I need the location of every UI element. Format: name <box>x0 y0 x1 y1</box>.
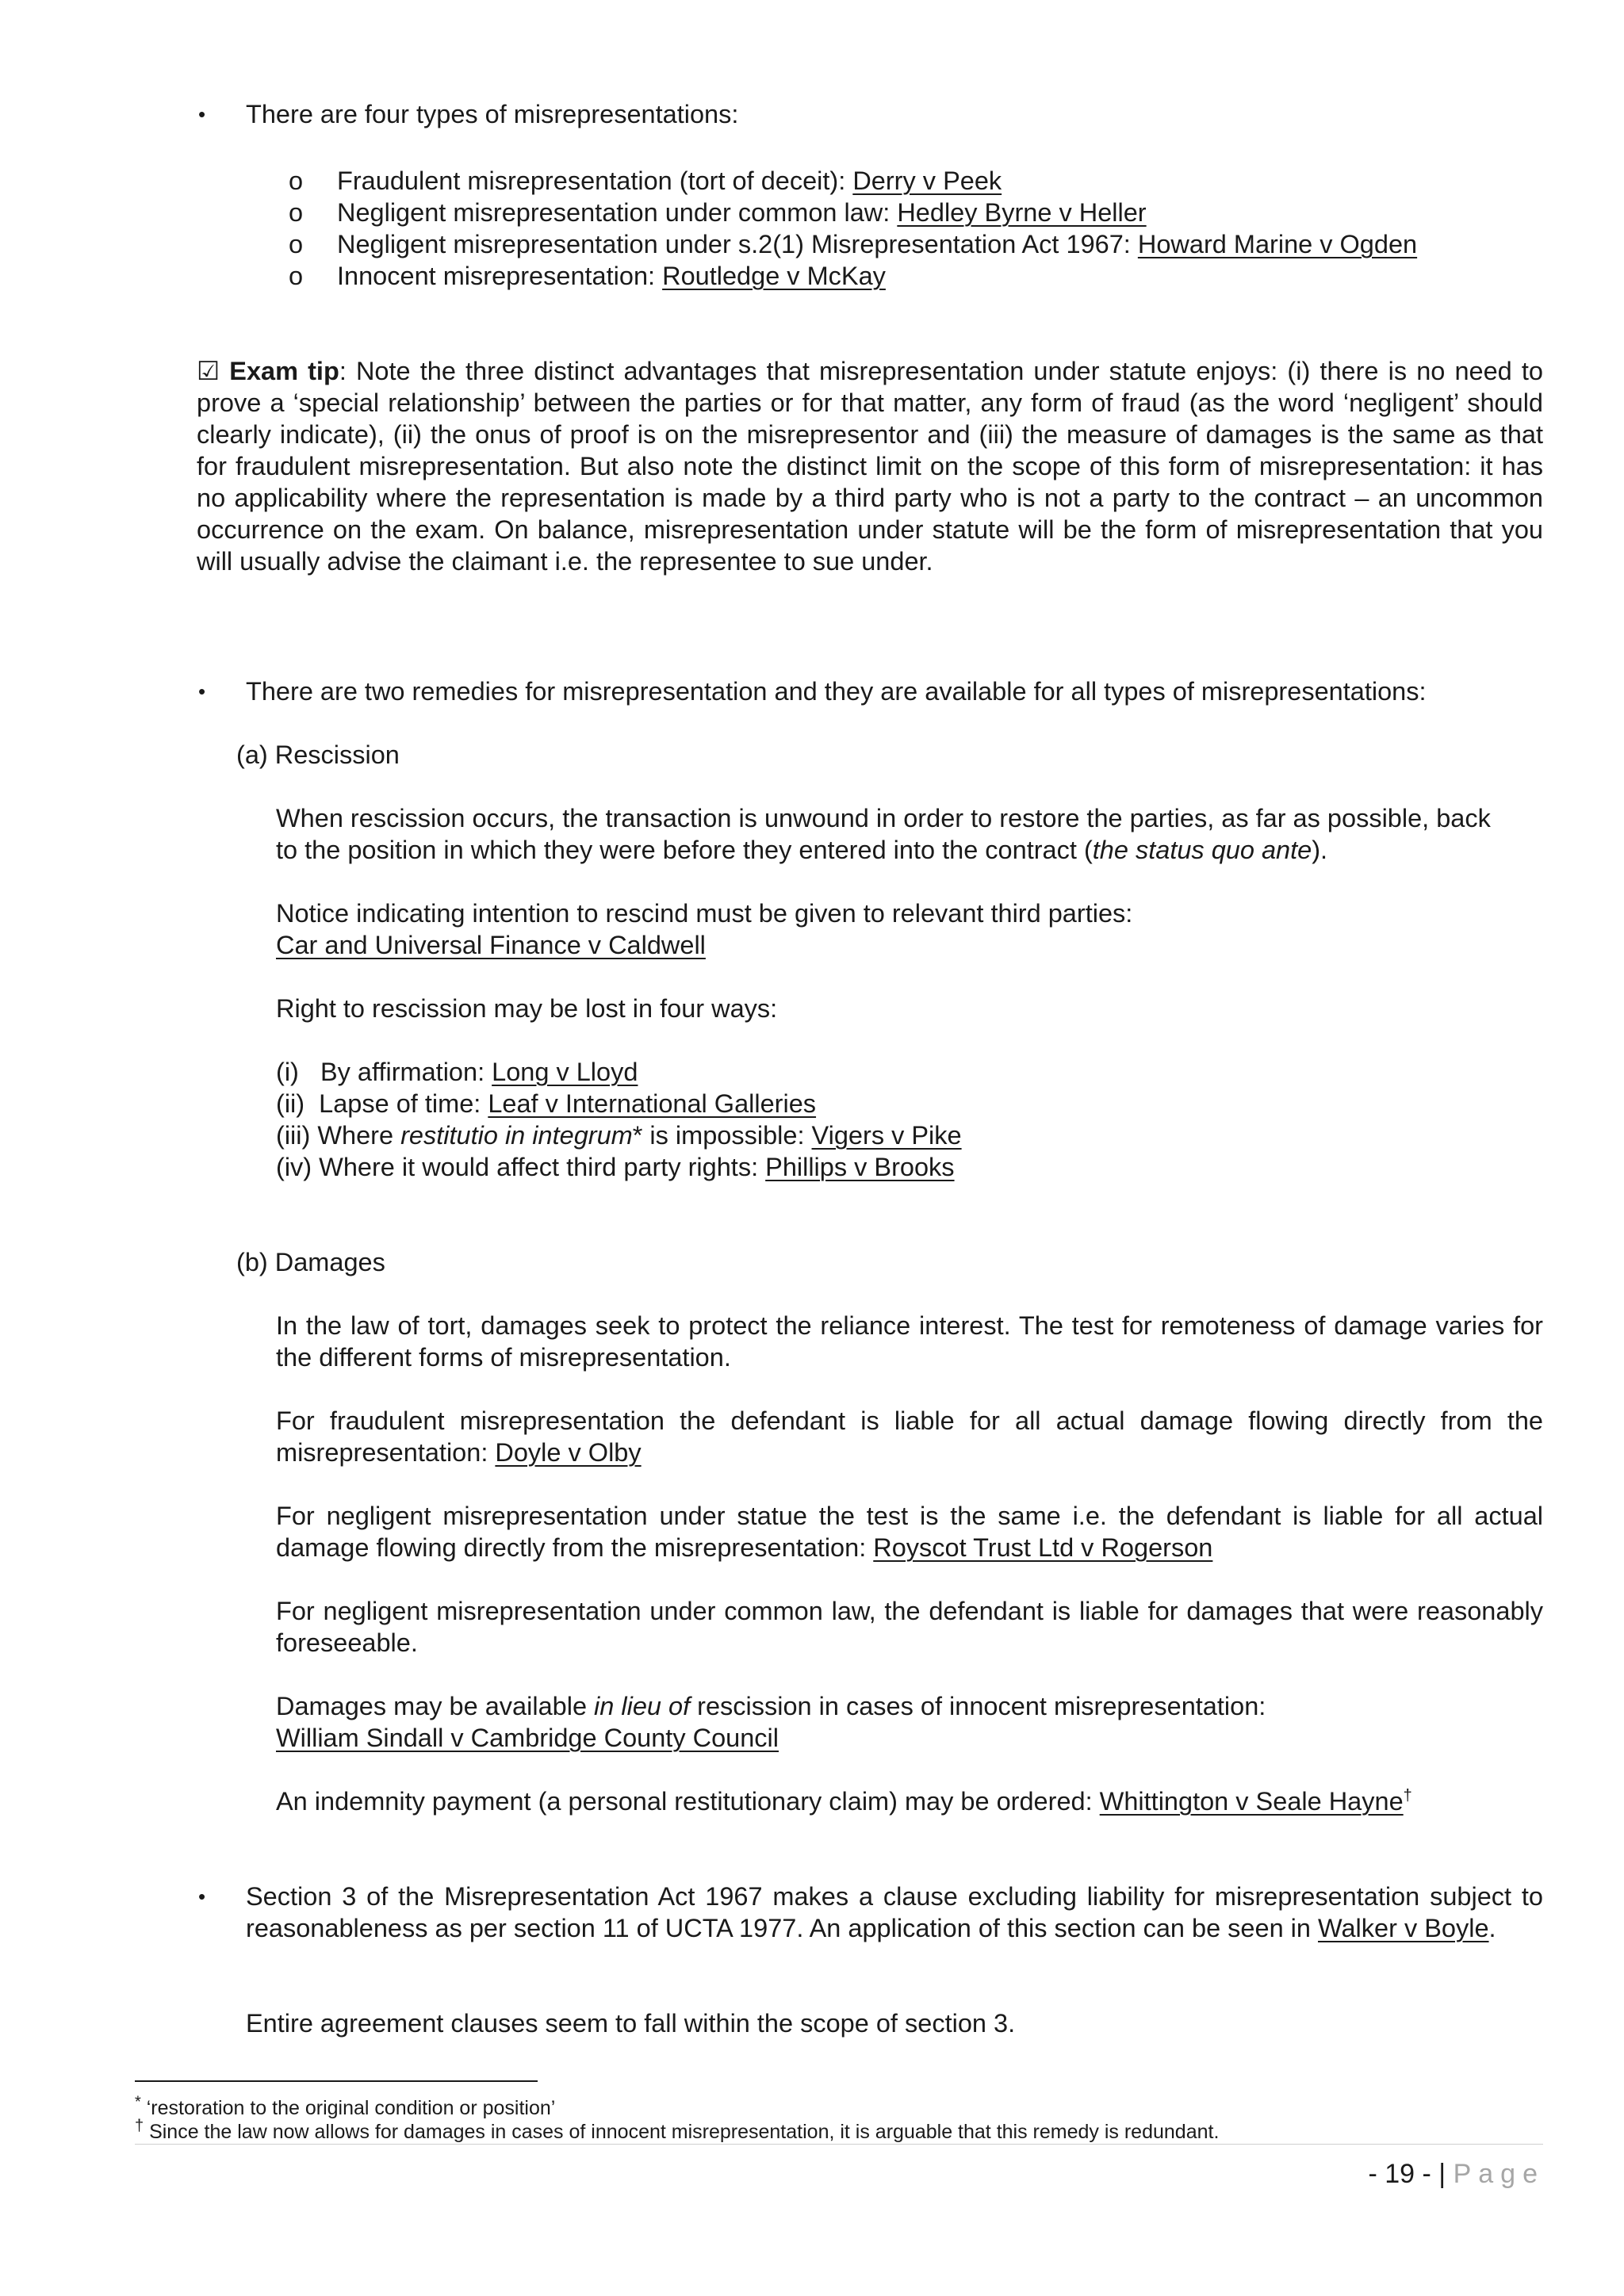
rescission-p3: Right to rescission may be lost in four ways: <box>276 994 778 1023</box>
section3-p2: Entire agreement clauses seem to fall within the scope of section 3. <box>246 2009 1016 2038</box>
footer-divider <box>135 2144 1543 2145</box>
section2-intro: There are two remedies for misrepresentation and they are available for all types of misrepresentations: <box>246 677 1427 706</box>
section3-p1: Section 3 of the Misrepresentation Act 1967 makes a clause excluding liability for misrepresentation subject to reasonableness as per section 11 of UCTA 1977. An application of this section can be seen in Walker v Boyle. <box>246 1882 1543 1942</box>
exam-tip: ☑ Exam tip: Note the three distinct advantages that misrepresentation under statute enjoys: (i) there is no need to prove a ‘special relationship’ between the parties or for that matter, any form of fraud (as the word ‘negligent’ should clearly indicate), (ii) the onus of proof is on the misrepresentor and (iii) the measure of damages is the same as that for fraudulent misrepresentation. But also note the distinct limit on the scope of this form of misrepresentation: it has no applicability where the representation is made by a third party who is not a party to the contract – an uncommon occurrence on the exam. On balance, misrepresentation under statute will be the form of misrepresentation that you will usually advise the claimant i.e. the representee to sue under. <box>197 357 1543 576</box>
case-link[interactable]: Doyle v Olby <box>495 1438 642 1467</box>
bullet: • <box>198 679 206 703</box>
case-link[interactable]: Derry v Peek <box>852 166 1002 195</box>
rescission-heading: (a) Rescission <box>236 740 400 769</box>
case-link[interactable]: Whittington v Seale Hayne <box>1099 1787 1404 1816</box>
case-link[interactable]: Walker v Boyle <box>1318 1914 1489 1942</box>
footnote-separator <box>135 2080 538 2082</box>
case-link[interactable]: Leaf v International Galleries <box>488 1089 817 1118</box>
damages-p6: An indemnity payment (a personal restitutionary claim) may be ordered: Whittington v Seale Hayne† <box>276 1787 1412 1816</box>
case-link[interactable]: Vigers v Pike <box>811 1121 962 1150</box>
case-link[interactable]: Royscot Trust Ltd v Rogerson <box>873 1533 1213 1562</box>
list-item: Innocent misrepresentation: Routledge v McKay <box>337 262 886 290</box>
damages-p5: Damages may be available in lieu of rescission in cases of innocent misrepresentation: <box>276 1692 1266 1720</box>
case-link[interactable]: Car and Universal Finance v Caldwell <box>276 931 706 959</box>
damages-p3: For negligent misrepresentation under statue the test is the same i.e. the defendant is liable for all actual damage flowing directly from the misrepresentation: Royscot Trust Ltd v Rogerson <box>276 1502 1543 1562</box>
bullet: • <box>198 102 206 126</box>
list-marker: o <box>289 198 304 227</box>
footnote-mark: † <box>1403 1787 1412 1805</box>
case-link[interactable]: Routledge v McKay <box>662 262 886 290</box>
footnote: † Since the law now allows for damages in cases of innocent misrepresentation, it is arguable that this remedy is redundant. <box>135 2117 1220 2143</box>
damages-p4: For negligent misrepresentation under common law, the defendant is liable for damages that were reasonably foreseeable. <box>276 1597 1543 1657</box>
bullet: • <box>198 1885 206 1908</box>
case-link[interactable]: William Sindall v Cambridge County Council <box>276 1724 779 1752</box>
list-item: (iv) Where it would affect third party rights: Phillips v Brooks <box>276 1153 955 1181</box>
case-link[interactable]: Howard Marine v Ogden <box>1137 230 1418 258</box>
rescission-p1: When rescission occurs, the transaction is unwound in order to restore the parties, as far as possible, back to the position in which they were before they entered into the contract (the status quo ante). <box>276 804 1491 864</box>
list-marker: o <box>289 262 304 290</box>
list-item: (i) By affirmation: Long v Lloyd <box>276 1058 638 1086</box>
page-number: - 19 - | <box>1368 2159 1454 2189</box>
list-marker: o <box>289 230 304 258</box>
case-link[interactable]: Long v Lloyd <box>492 1058 638 1086</box>
damages-p2: For fraudulent misrepresentation the defendant is liable for all actual damage flowing directly from the misrepresentation: Doyle v Olby <box>276 1406 1543 1467</box>
damages-p1: In the law of tort, damages seek to protect the reliance interest. The test for remoteness of damage varies for the different forms of misrepresentation. <box>276 1311 1543 1372</box>
section1-intro: There are four types of misrepresentations: <box>246 100 739 128</box>
checkbox-icon: ☑ <box>197 357 220 385</box>
list-marker: o <box>289 166 304 195</box>
rescission-p2: Notice indicating intention to rescind must be given to relevant third parties: <box>276 899 1133 928</box>
list-item: (iii) Where restitutio in integrum* is impossible: Vigers v Pike <box>276 1121 962 1150</box>
footnote: * ‘restoration to the original condition or position’ <box>135 2093 556 2119</box>
list-item: (ii) Lapse of time: Leaf v International Galleries <box>276 1089 817 1118</box>
page-footer <box>1369 2158 1545 2190</box>
damages-heading: (b) Damages <box>236 1248 385 1276</box>
page-label: Page <box>1453 2159 1545 2189</box>
list-item: Negligent misrepresentation under common law: Hedley Byrne v Heller <box>337 198 1147 227</box>
case-link[interactable]: Hedley Byrne v Heller <box>897 198 1147 227</box>
case-link[interactable]: Phillips v Brooks <box>765 1153 955 1181</box>
list-item: Negligent misrepresentation under s.2(1) Misrepresentation Act 1967: Howard Marine v Ogden <box>337 230 1418 258</box>
exam-tip-label: Exam tip <box>229 357 339 385</box>
list-item: Fraudulent misrepresentation (tort of deceit): Derry v Peek <box>337 166 1002 195</box>
